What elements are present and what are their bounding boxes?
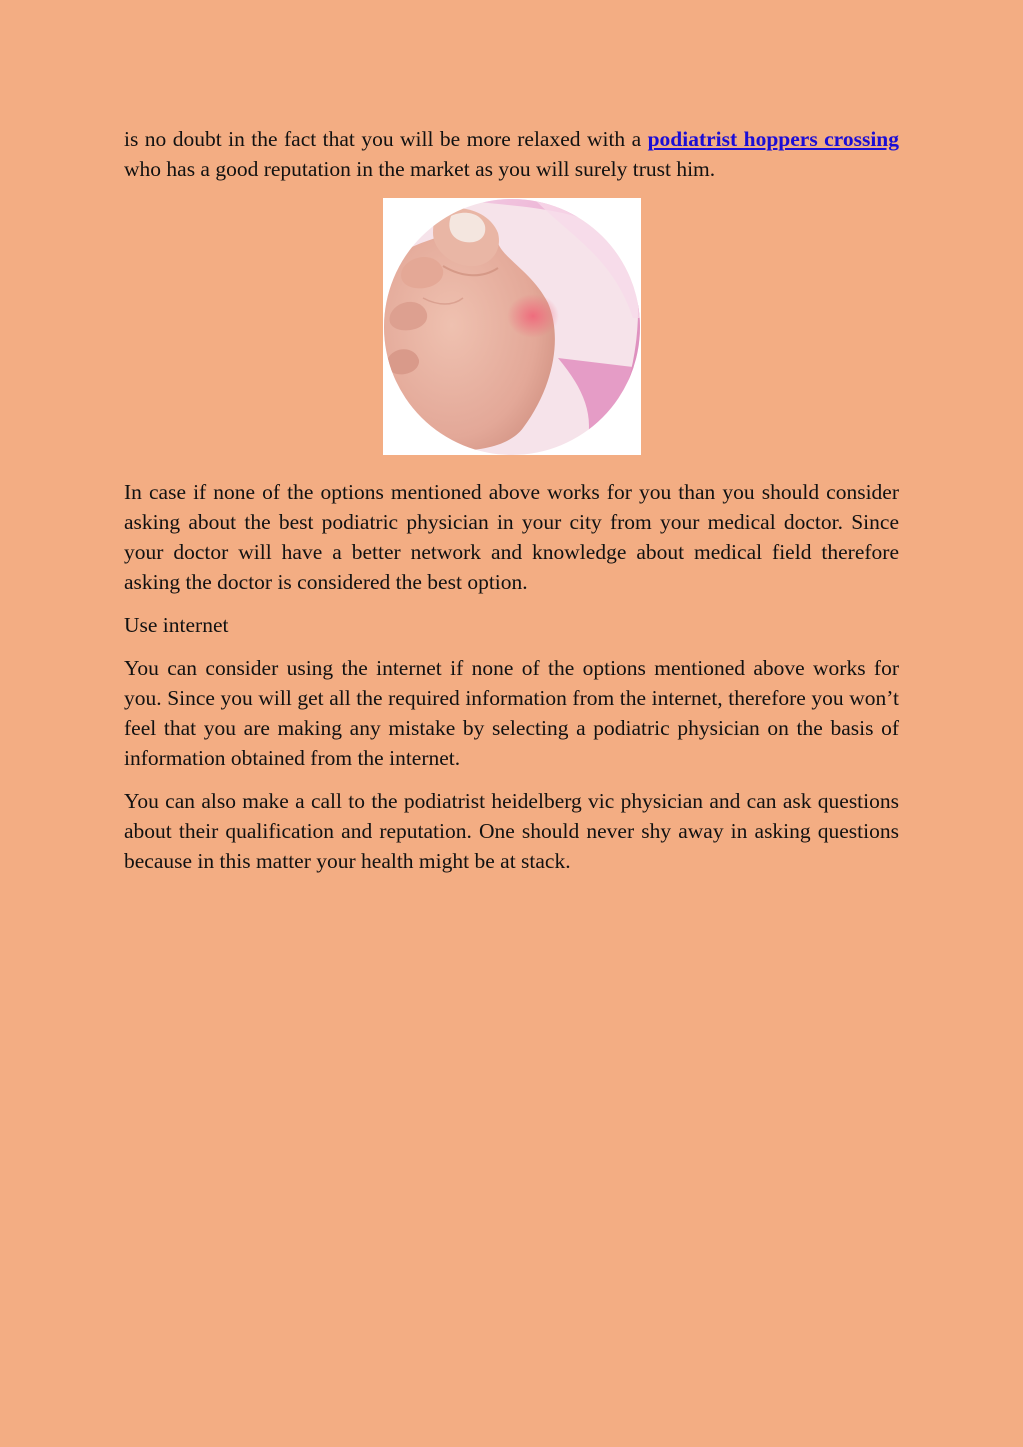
foot-illustration <box>383 198 641 455</box>
intro-text-after-link: who has a good reputation in the market as you will surely trust him. <box>124 157 716 181</box>
intro-text-before-link: is no doubt in the fact that you will be more relaxed with a <box>124 127 648 151</box>
section-heading-use-internet: Use internet <box>124 613 229 637</box>
intro-paragraph <box>124 124 899 184</box>
use-internet-paragraph: You can consider using the internet if none of the options mentioned above works for you. Since you will get all the required information from the internet, therefore you won’t feel that you are making any mistake by selecting a podiatric physician on the basis of information obtained from the internet. <box>124 656 899 770</box>
document-page <box>124 124 899 876</box>
podiatrist-hoppers-crossing-link[interactable]: podiatrist hoppers crossing <box>647 127 899 151</box>
best-podiatric-physician-paragraph: In case if none of the options mentioned above works for you than you should consider asking about the best podiatric physician in your city from your medical doctor. Since your doctor will have a better network and knowledge about medical field therefore asking the doctor is considered the best option. <box>124 480 899 594</box>
call-podiatrist-paragraph: You can also make a call to the podiatrist heidelberg vic physician and can ask questions about their qualification and reputation. One should never shy away in asking questions because in this matter your health might be at stack. <box>124 789 899 873</box>
bunion-foot-image <box>383 198 641 455</box>
